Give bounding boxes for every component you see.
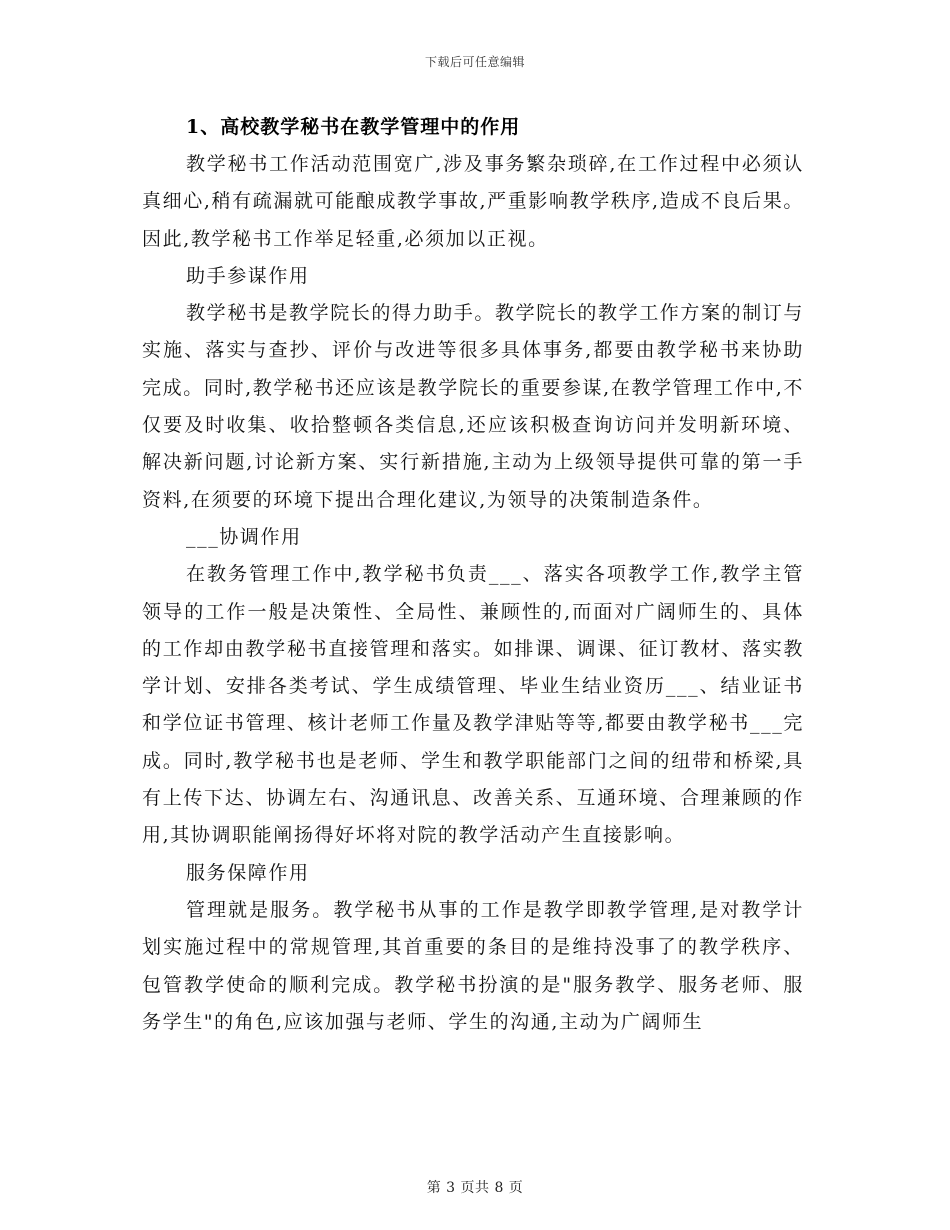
paragraph-intro: 教学秘书工作活动范围宽广,涉及事务繁杂琐碎,在工作过程中必须认真细心,稍有疏漏就可能酿成教学事故,严重影响教学秩序,造成不良后果。因此,教学秘书工作举足轻重,必须加以正视。	[142, 153, 804, 250]
section-heading: 1、高校教学秘书在教学管理中的作用	[186, 116, 521, 138]
document-body	[142, 108, 804, 1041]
paragraph-service-role: 管理就是服务。教学秘书从事的工作是教学即教学管理,是对教学计划实施过程中的常规管理,其首重要的条目的是维持没事了的教学秩序、包管教学使命的顺利完成。教学秘书扮演的是"服务教学、服务老师、服务学生"的角色,应该加强与老师、学生的沟通,主动为广阔师生	[142, 898, 804, 1033]
page-number: 第 3 页共 8 页	[426, 1180, 524, 1196]
subheading-assistant-role: 助手参谋作用	[186, 264, 310, 287]
subheading-coordination-role: ___协调作用	[186, 525, 302, 548]
page-header: 下载后可任意编辑	[424, 55, 525, 69]
subheading-service-role: 服务保障作用	[186, 861, 310, 884]
paragraph-coordination-role: 在教务管理工作中,教学秘书负责___、落实各项教学工作,教学主管领导的工作一般是决策性、全局性、兼顾性的,而面对广阔师生的、具体的工作却由教学秘书直接管理和落实。如排课、调课、征订教材、落实教学计划、安排各类考试、学生成绩管理、毕业生结业资历___、结业证书和学位证书管理、核计老师工作量及教学津贴等等,都要由教学秘书___完成。同时,教学秘书也是老师、学生和教学职能部门之间的纽带和桥梁,具有上传下达、协调左右、沟通讯息、改善关系、互通环境、合理兼顾的作用,其协调职能阐扬得好坏将对院的教学活动产生直接影响。	[142, 563, 804, 847]
paragraph-assistant-role: 教学秘书是教学院长的得力助手。教学院长的教学工作方案的制订与实施、落实与查抄、评价与改进等很多具体事务,都要由教学秘书来协助完成。同时,教学秘书还应该是教学院长的重要参谋,在教学管理工作中,不仅要及时收集、收拾整顿各类信息,还应该积极查询访问并发明新环境、解决新问题,讨论新方案、实行新措施,主动为上级领导提供可靠的第一手资料,在须要的环境下提出合理化建议,为领导的决策制造条件。	[142, 302, 805, 511]
